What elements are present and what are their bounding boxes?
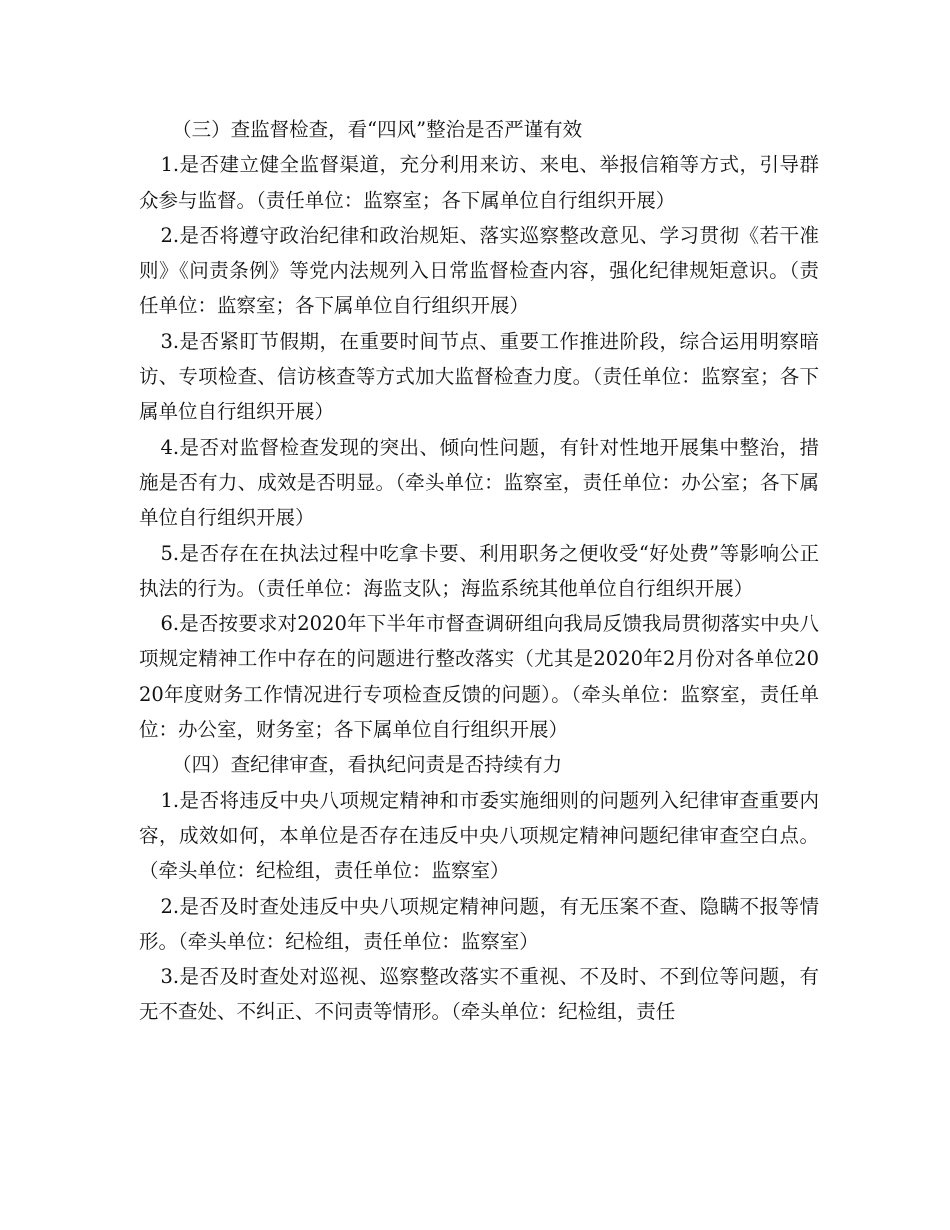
list-item: 3.是否紧盯节假期，在重要时间节点、重要工作推进阶段，综合运用明察暗访、专项检查、信访核查等方式加大监督检查力度。（责任单位：监察室；各下属单位自行组织开展） <box>139 329 819 424</box>
list-item: 2.是否将遵守政治纪律和政治规矩、落实巡察整改意见、学习贯彻《若干准则》《问责条例》等党内法规列入日常监督检查内容，强化纪律规矩意识。（责任单位：监察室；各下属单位自行组织开展） <box>139 223 819 318</box>
section-heading-4: （四）查纪律审查，看执纪问责是否持续有力 <box>172 753 563 777</box>
list-item: 1.是否将违反中央八项规定精神和市委实施细则的问题列入纪律审查重要内容，成效如何，本单位是否存在违反中央八项规定精神问题纪律审查空白点。（牵头单位：纪检组，责任单位：监察室） <box>139 788 819 883</box>
list-item: 2.是否及时查处违反中央八项规定精神问题，有无压案不查、隐瞒不报等情形。（牵头单位：纪检组，责任单位：监察室） <box>139 894 819 953</box>
list-item: 3.是否及时查处对巡视、巡察整改落实不重视、不及时、不到位等问题，有无不查处、不纠正、不问责等情形。（牵头单位：纪检组，责任 <box>139 965 819 1024</box>
list-item: 6.是否按要求对2020年下半年市督查调研组向我局反馈我局贯彻落实中央八项规定精神工作中存在的问题进行整改落实（尤其是2020年2月份对各单位2020年度财务工作情况进行专项检查反馈的问题）。（牵头单位：监察室，责任单位：办公室，财务室；各下属单位自行组织开展） <box>139 612 819 742</box>
list-item: 1.是否建立健全监督渠道，充分利用来访、来电、举报信箱等方式，引导群众参与监督。（责任单位：监察室；各下属单位自行组织开展） <box>139 153 819 212</box>
section-heading-3: （三）查监督检查，看“四风”整治是否严谨有效 <box>172 118 583 141</box>
list-item: 4.是否对监督检查发现的突出、倾向性问题，有针对性地开展集中整治，措施是否有力、成效是否明显。（牵头单位：监察室，责任单位：办公室；各下属单位自行组织开展） <box>139 435 819 530</box>
list-item: 5.是否存在在执法过程中吃拿卡要、利用职务之便收受“好处费”等影响公正执法的行为。（责任单位：海监支队；海监系统其他单位自行组织开展） <box>139 541 819 600</box>
document-body <box>139 112 819 1030</box>
